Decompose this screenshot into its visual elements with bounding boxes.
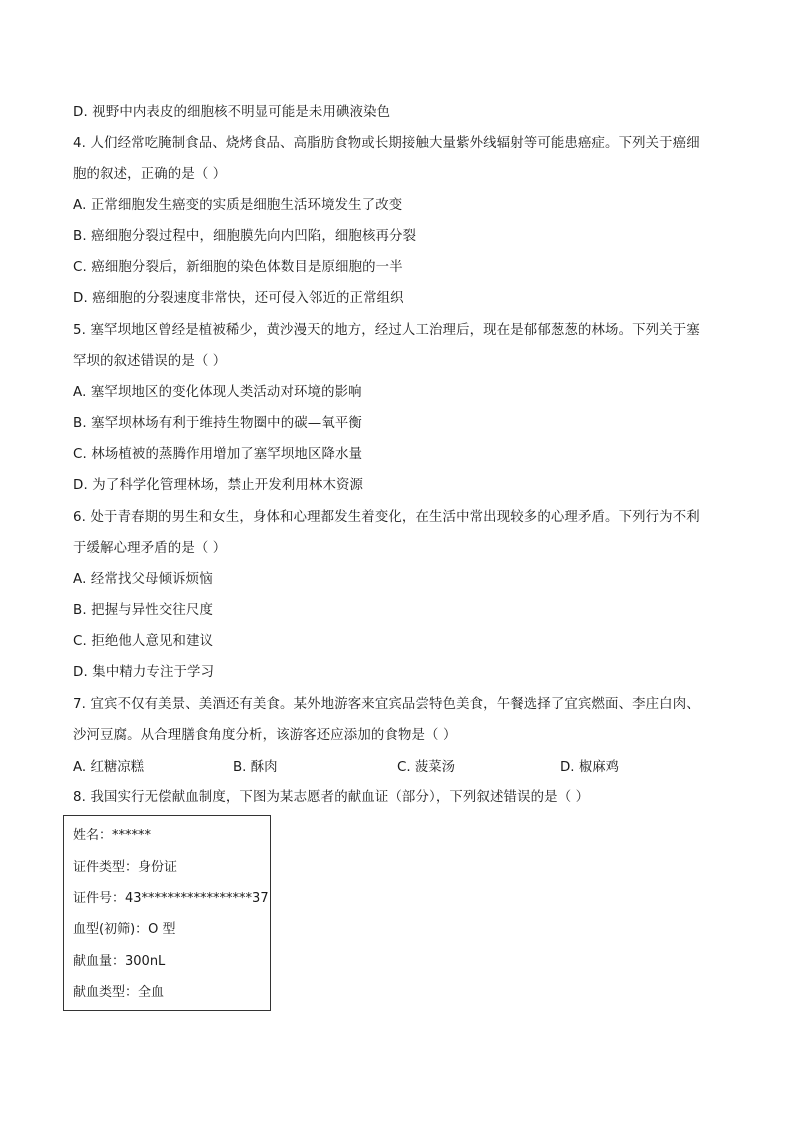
q7-option-b: B. 酥肉 bbox=[233, 760, 278, 775]
q4-option-b: B. 癌细胞分裂过程中，细胞膜先向内凹陷，细胞核再分裂 bbox=[73, 229, 417, 244]
q6-option-d: D. 集中精力专注于学习 bbox=[73, 665, 215, 680]
q5-stem-line2: 罕坝的叙述错误的是（ ） bbox=[73, 354, 227, 369]
card-volume: 献血量：300nL bbox=[73, 954, 166, 969]
q4-option-d: D. 癌细胞的分裂速度非常快，还可侵入邻近的正常组织 bbox=[73, 291, 404, 306]
q3-option-d: D. 视野中内表皮的细胞核不明显可能是未用碘液染色 bbox=[73, 105, 391, 120]
card-blood-type: 血型(初筛)：O 型 bbox=[73, 922, 176, 937]
q6-option-c: C. 拒绝他人意见和建议 bbox=[73, 634, 214, 649]
q4-stem-line1: 4. 人们经常吃腌制食品、烧烤食品、高脂肪食物或长期接触大量紫外线辐射等可能患癌症。下列关于癌细 bbox=[73, 136, 700, 151]
q6-option-b: B. 把握与异性交往尺度 bbox=[73, 603, 214, 618]
q4-stem-line2: 胞的叙述，正确的是（ ） bbox=[73, 167, 227, 182]
q7-stem-line1: 7. 宜宾不仅有美景、美酒还有美食。某外地游客来宜宾品尝特色美食，午餐选择了宜宾燃面、李庄白肉、 bbox=[73, 697, 700, 712]
blood-donation-card bbox=[63, 815, 271, 1011]
card-id-number: 证件号：43*****************37 bbox=[73, 891, 269, 906]
q5-stem-line1: 5. 塞罕坝地区曾经是植被稀少，黄沙漫天的地方，经过人工治理后，现在是郁郁葱葱的林场。下列关于塞 bbox=[73, 323, 700, 338]
q6-stem-line2: 于缓解心理矛盾的是（ ） bbox=[73, 541, 227, 556]
q4-option-c: C. 癌细胞分裂后，新细胞的染色体数目是原细胞的一半 bbox=[73, 260, 403, 275]
card-name: 姓名：****** bbox=[73, 828, 152, 843]
q5-option-d: D. 为了科学化管理林场，禁止开发利用林木资源 bbox=[73, 478, 364, 493]
q7-options bbox=[73, 759, 733, 777]
card-donation-type: 献血类型：全血 bbox=[73, 985, 165, 1000]
q5-option-a: A. 塞罕坝地区的变化体现人类活动对环境的影响 bbox=[73, 385, 362, 400]
q5-option-c: C. 林场植被的蒸腾作用增加了塞罕坝地区降水量 bbox=[73, 447, 363, 462]
q6-stem-line1: 6. 处于青春期的男生和女生，身体和心理都发生着变化，在生活中常出现较多的心理矛盾。下列行为不利 bbox=[73, 510, 700, 525]
q7-option-a: A. 红糖凉糕 bbox=[73, 760, 144, 775]
q6-option-a: A. 经常找父母倾诉烦恼 bbox=[73, 572, 213, 587]
q4-option-a: A. 正常细胞发生癌变的实质是细胞生活环境发生了改变 bbox=[73, 198, 403, 213]
q8-stem: 8. 我国实行无偿献血制度，下图为某志愿者的献血证（部分），下列叙述错误的是（ ） bbox=[73, 790, 590, 805]
q7-option-c: C. 菠菜汤 bbox=[397, 760, 456, 775]
card-id-type: 证件类型：身份证 bbox=[73, 860, 178, 875]
q7-option-d: D. 椒麻鸡 bbox=[560, 760, 619, 775]
q7-stem-line2: 沙河豆腐。从合理膳食角度分析，该游客还应添加的食物是（ ） bbox=[73, 728, 457, 743]
q5-option-b: B. 塞罕坝林场有利于维持生物圈中的碳—氧平衡 bbox=[73, 416, 362, 431]
